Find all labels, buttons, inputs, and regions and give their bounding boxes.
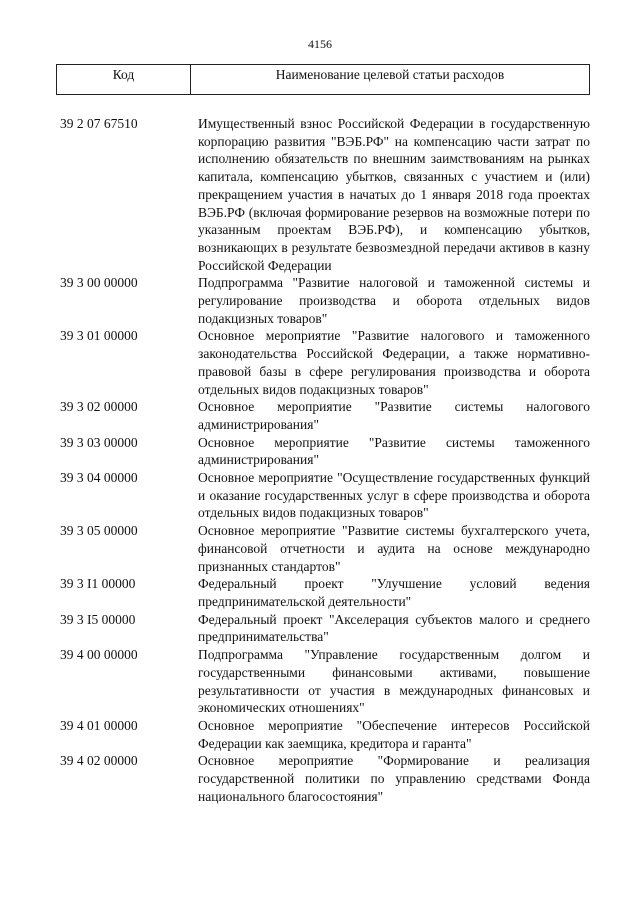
row-name: Основное мероприятие "Развитие налогового и таможенного законодательства Российской Федерации, а также нормативно-правовой базы в сфере регулирования производства и оборота отдельных видов подакцизных товаров" [198, 328, 590, 397]
row-code: 39 3 I1 00000 [60, 576, 136, 592]
table-row [60, 717, 590, 752]
table-row [60, 115, 590, 274]
row-name: Основное мероприятие "Развитие системы налогового администрирования" [198, 399, 590, 432]
row-name: Основное мероприятие "Развитие системы бухгалтерского учета, финансовой отчетности и аудита на основе международно признанных стандартов" [198, 523, 590, 574]
table-row [60, 522, 590, 575]
row-code: 39 4 02 00000 [60, 753, 138, 769]
row-code: 39 3 01 00000 [60, 328, 138, 344]
row-code: 39 2 07 67510 [60, 116, 138, 131]
row-code: 39 3 00 00000 [60, 275, 138, 291]
row-code: 39 4 00 00000 [60, 647, 138, 663]
row-name: Подпрограмма "Развитие налоговой и таможенной системы и регулирование производства и оборота отдельных видов подакцизных товаров" [198, 275, 590, 326]
column-header-name: Наименование целевой статьи расходов [275, 67, 505, 82]
row-code: 39 4 01 00000 [60, 717, 138, 733]
row-name: Федеральный проект "Акселерация субъектов малого и среднего предпринимательства" [198, 611, 590, 645]
page-number: 4156 [308, 37, 332, 51]
table-row [60, 611, 590, 646]
table-row [60, 398, 590, 433]
row-code: 39 3 03 00000 [60, 434, 138, 450]
table-row [60, 646, 590, 717]
row-name: Основное мероприятие "Обеспечение интересов Российской Федерации как заемщика, кредитора и гаранта" [198, 717, 590, 751]
column-header-code: Код [57, 65, 191, 94]
row-code: 39 3 I5 00000 [60, 611, 136, 627]
row-name: Федеральный проект "Улучшение условий ведения предпринимательской деятельности" [198, 576, 590, 609]
row-name: Подпрограмма "Управление государственным долгом и государственными финансовыми активами, повышение результативности от участия в международных финансовых и экономических отношениях" [198, 647, 590, 716]
budget-items-list [60, 115, 590, 805]
row-code: 39 3 05 00000 [60, 523, 138, 539]
table-row [60, 274, 590, 327]
table-row [60, 575, 590, 610]
row-code: 39 3 02 00000 [60, 399, 138, 415]
row-name: Основное мероприятие "Формирование и реализация государственной политики по управлению средствами Фонда национального благосостояния" [198, 753, 590, 804]
table-row [60, 469, 590, 522]
row-name: Основное мероприятие "Развитие системы таможенного администрирования" [198, 434, 590, 468]
table-header [56, 64, 590, 95]
row-code: 39 3 04 00000 [60, 470, 138, 486]
table-row [60, 752, 590, 805]
table-row [60, 434, 590, 469]
row-name: Имущественный взнос Российской Федерации в государственную корпорацию развития "ВЭБ.РФ" на компенсацию части затрат по исполнению обязательств по внешним заимствованиям на рынках капитала, компенсацию убытков, связанных с участием и (или) прекращением участия в начатых до 1 января 2018 года проектах ВЭБ.РФ (включая формирование резервов на возможные потери по указанным проектам ВЭБ.РФ), и компенсацию убытков, возникающих в результате безвозмездной передачи активов в казну Российской Федерации [198, 116, 590, 273]
row-name: Основное мероприятие "Осуществление государственных функций и оказание государственных услуг в сфере производства и оборота отдельных видов подакцизных товаров" [198, 470, 590, 521]
table-row [60, 327, 590, 398]
